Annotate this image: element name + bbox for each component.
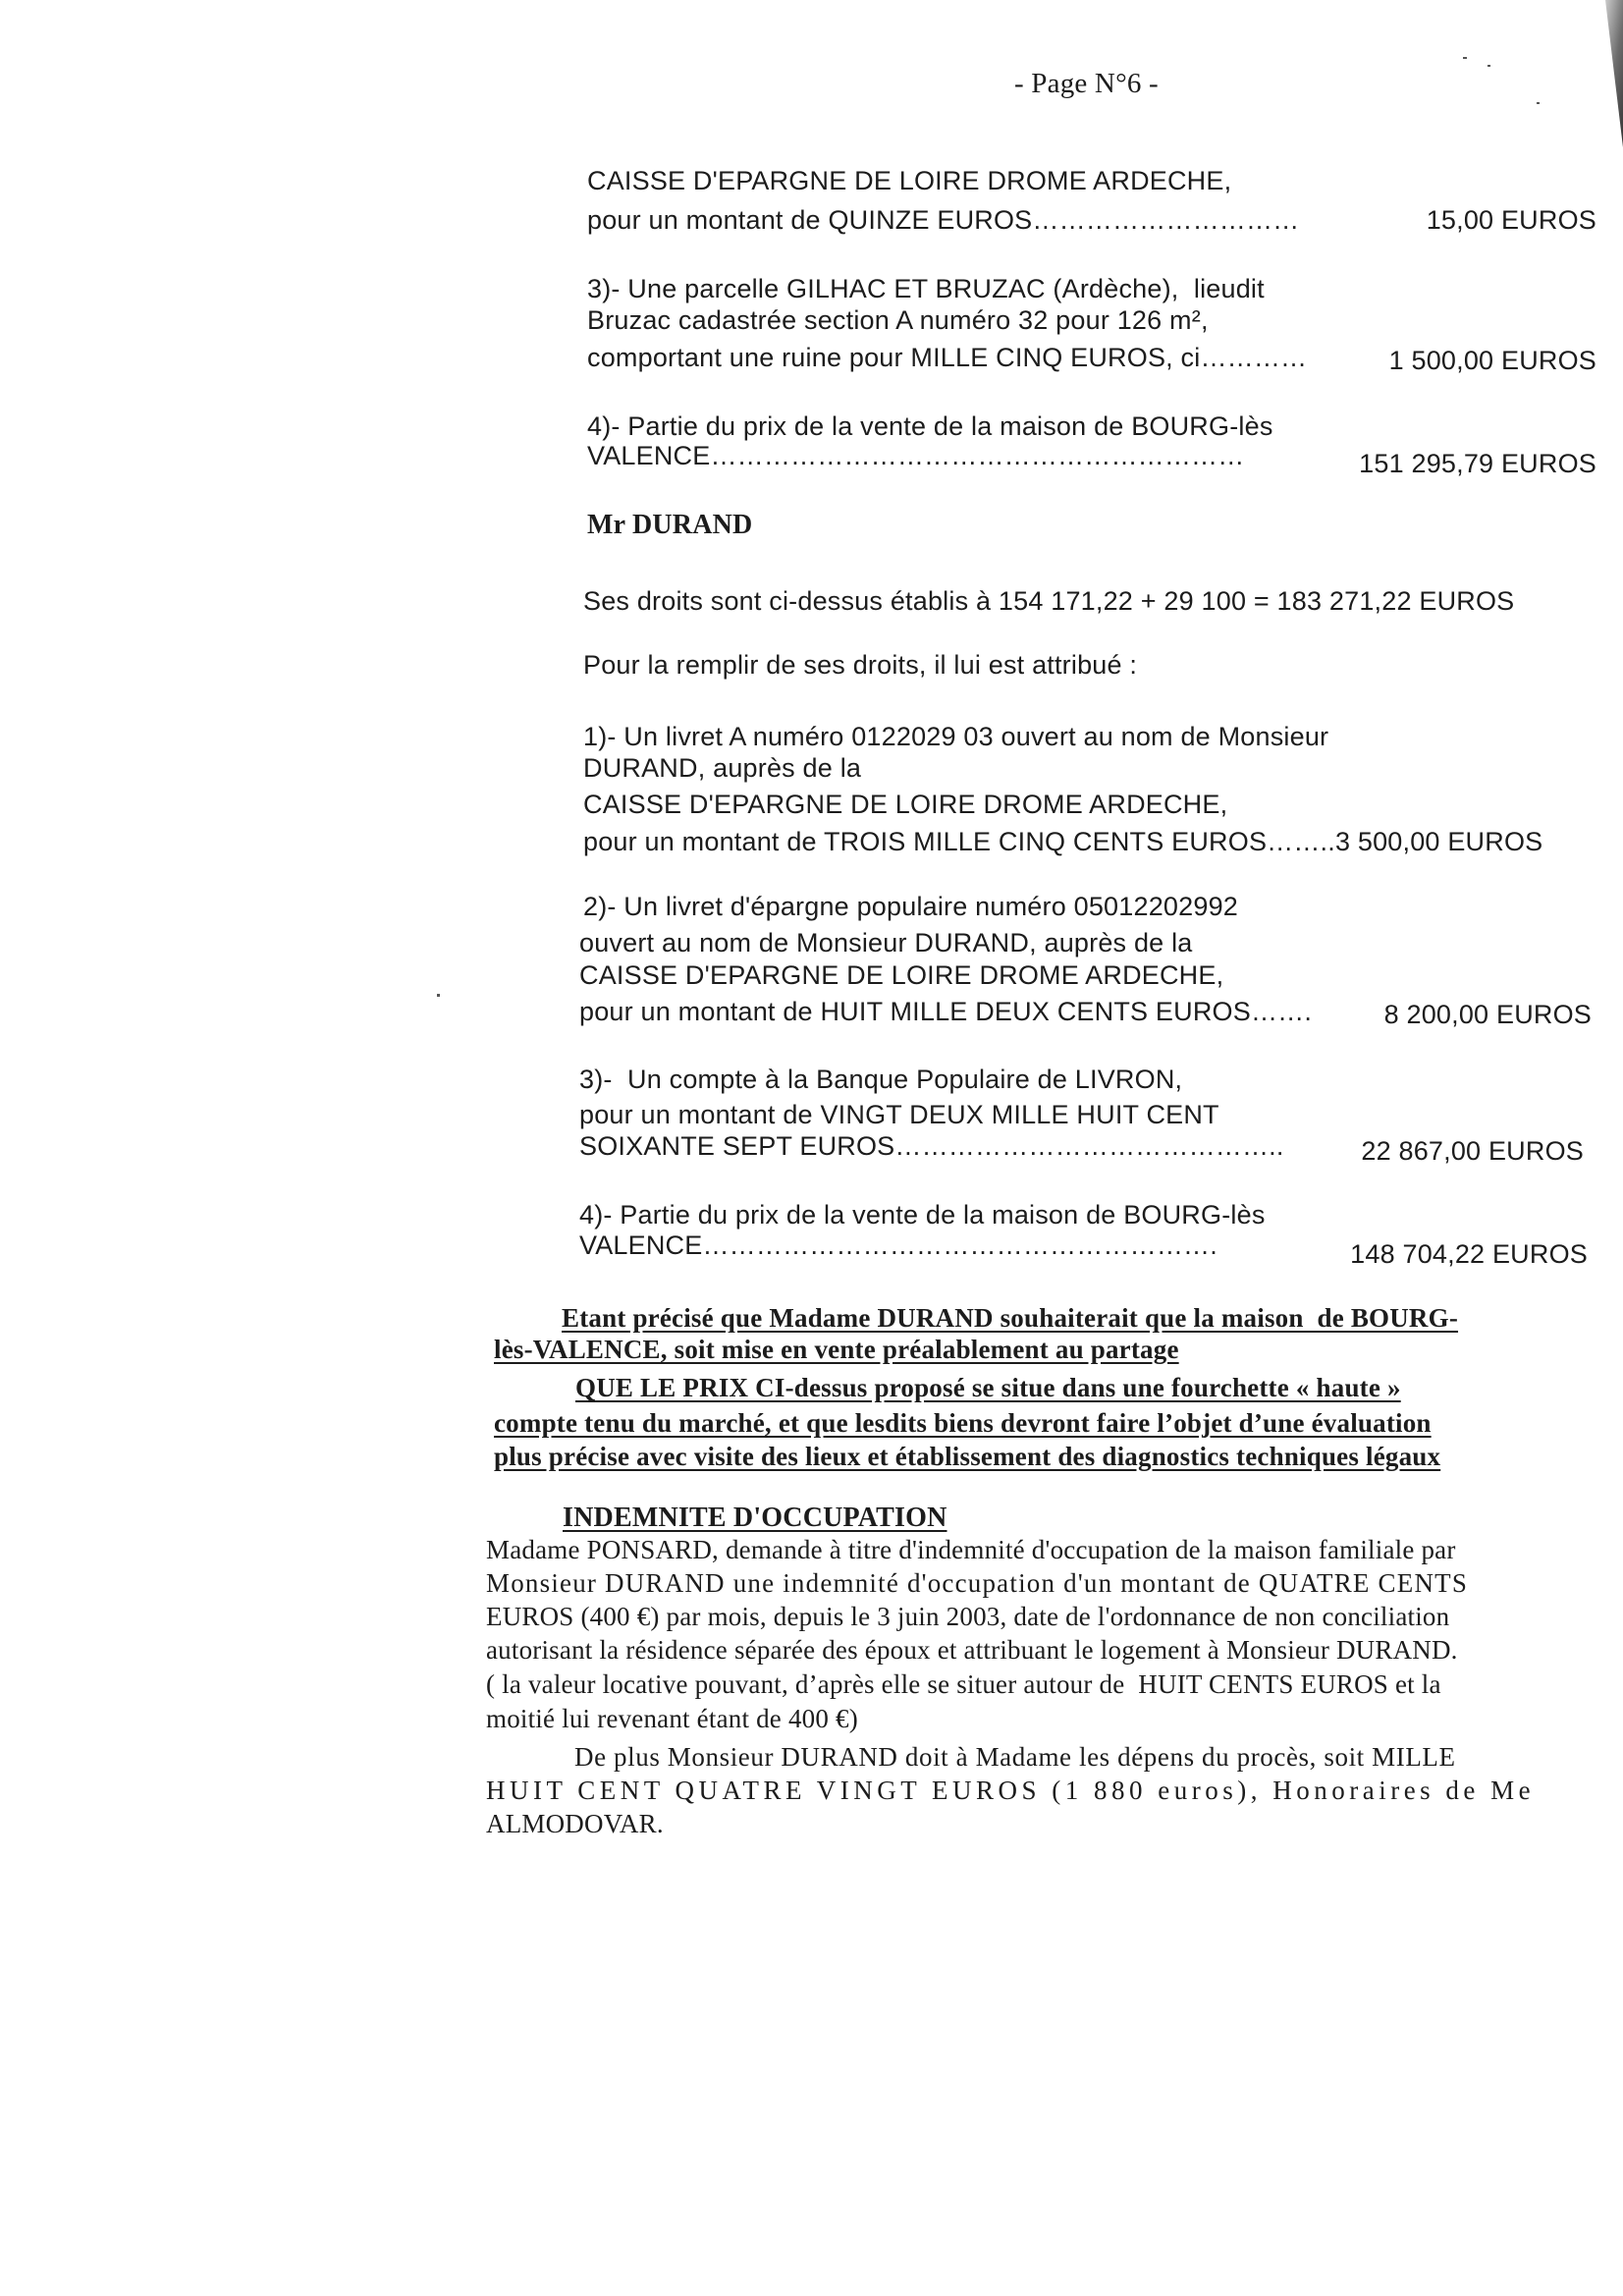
top-item3-line1: 3)- Une parcelle GILHAC ET BRUZAC (Ardèche), lieudit: [587, 274, 1265, 303]
scan-speck: [437, 994, 440, 997]
note-line5: plus précise avec visite des lieux et établissement des diagnostics techniques légaux: [494, 1442, 1441, 1471]
top-item3-line2: Bruzac cadastrée section A numéro 32 pour 126 m²,: [587, 305, 1209, 335]
top-item3-amount: 1 500,00 EUROS: [1388, 346, 1596, 375]
durand-item4-line2: VALENCE………………………………………………….: [579, 1230, 1217, 1260]
occupation-p1-line5: ( la valeur locative pouvant, d’après elle se situer autour de HUIT CENTS EUROS et la: [486, 1669, 1441, 1699]
occupation-p2-line1: De plus Monsieur DURAND doit à Madame les dépens du procès, soit MILLE: [574, 1742, 1456, 1772]
durand-item1-line4: pour un montant de TROIS MILLE CINQ CENTS EUROS……..3 500,00 EUROS: [583, 827, 1543, 856]
durand-item3-line2: pour un montant de VINGT DEUX MILLE HUIT CENT: [579, 1100, 1219, 1129]
note-line3: QUE LE PRIX CI-dessus proposé se situe dans une fourchette « haute »: [575, 1373, 1401, 1402]
top-item3-line3: comportant une ruine pour MILLE CINQ EUROS, ci…………: [587, 343, 1308, 372]
top-item2-line2: pour un montant de QUINZE EUROS…………………………: [587, 205, 1300, 235]
top-item2-amount: 15,00 EUROS: [1426, 205, 1596, 235]
occupation-p2-line2: HUIT CENT QUATRE VINGT EUROS (1 880 euros), Honoraires de Me: [486, 1776, 1536, 1805]
occupation-p1-line3: EUROS (400 €) par mois, depuis le 3 juin 2003, date de l'ordonnance de non conciliation: [486, 1602, 1450, 1631]
durand-heading: Mr DURAND: [587, 510, 753, 540]
durand-item2-line1: 2)- Un livret d'épargne populaire numéro 05012202992: [583, 892, 1238, 921]
occupation-p1-line1: Madame PONSARD, demande à titre d'indemnité d'occupation de la maison familiale par: [486, 1535, 1456, 1564]
durand-item1-line1: 1)- Un livret A numéro 0122029 03 ouvert au nom de Monsieur: [583, 722, 1329, 751]
scan-speck: [1537, 102, 1540, 104]
scan-speck: [1463, 57, 1467, 59]
durand-item4-amount: 148 704,22 EUROS: [1350, 1239, 1588, 1269]
durand-intro: Pour la remplir de ses droits, il lui est attribué :: [583, 650, 1138, 680]
note-line4: compte tenu du marché, et que lesdits biens devront faire l’objet d’une évaluation: [494, 1408, 1432, 1438]
occupation-heading: INDEMNITE D'OCCUPATION: [563, 1503, 947, 1533]
top-item4-amount: 151 295,79 EUROS: [1359, 449, 1596, 478]
durand-item3-line3: SOIXANTE SEPT EUROS……………………………………..: [579, 1131, 1284, 1161]
top-item4-line1: 4)- Partie du prix de la vente de la maison de BOURG-lès: [587, 411, 1273, 441]
durand-item1-line2: DURAND, auprès de la: [583, 753, 862, 783]
durand-item2-amount: 8 200,00 EUROS: [1383, 1000, 1592, 1029]
note-line2: lès-VALENCE, soit mise en vente préalablement au partage: [494, 1335, 1179, 1364]
durand-item2-line4: pour un montant de HUIT MILLE DEUX CENTS EUROS…….: [579, 997, 1313, 1026]
durand-rights: Ses droits sont ci-dessus établis à 154 171,22 + 29 100 = 183 271,22 EUROS: [583, 586, 1515, 616]
scan-edge-shadow: [1594, 0, 1623, 147]
occupation-p2-line3: ALMODOVAR.: [486, 1809, 664, 1838]
occupation-p1-line2: Monsieur DURAND une indemnité d'occupation d'un montant de QUATRE CENTS: [486, 1568, 1469, 1598]
occupation-p1-line6: moitié lui revenant étant de 400 €): [486, 1704, 858, 1733]
durand-item2-line2: ouvert au nom de Monsieur DURAND, auprès de la: [579, 928, 1193, 957]
top-item4-line2: VALENCE……………………………………………………: [587, 441, 1245, 470]
durand-item3-line1: 3)- Un compte à la Banque Populaire de LIVRON,: [579, 1065, 1183, 1094]
durand-item4-line1: 4)- Partie du prix de la vente de la maison de BOURG-lès: [579, 1200, 1266, 1230]
scan-speck: [1488, 65, 1490, 67]
occupation-p1-line4: autorisant la résidence séparée des époux et attribuant le logement à Monsieur DURAND.: [486, 1635, 1458, 1665]
durand-item2-line3: CAISSE D'EPARGNE DE LOIRE DROME ARDECHE,: [579, 960, 1224, 990]
note-line1: Etant précisé que Madame DURAND souhaiterait que la maison de BOURG-: [562, 1303, 1459, 1333]
durand-item3-amount: 22 867,00 EUROS: [1361, 1136, 1584, 1166]
page-number: - Page N°6 -: [1014, 68, 1159, 99]
durand-item1-line3: CAISSE D'EPARGNE DE LOIRE DROME ARDECHE,: [583, 790, 1228, 819]
top-item2-line1: CAISSE D'EPARGNE DE LOIRE DROME ARDECHE,: [587, 166, 1232, 195]
